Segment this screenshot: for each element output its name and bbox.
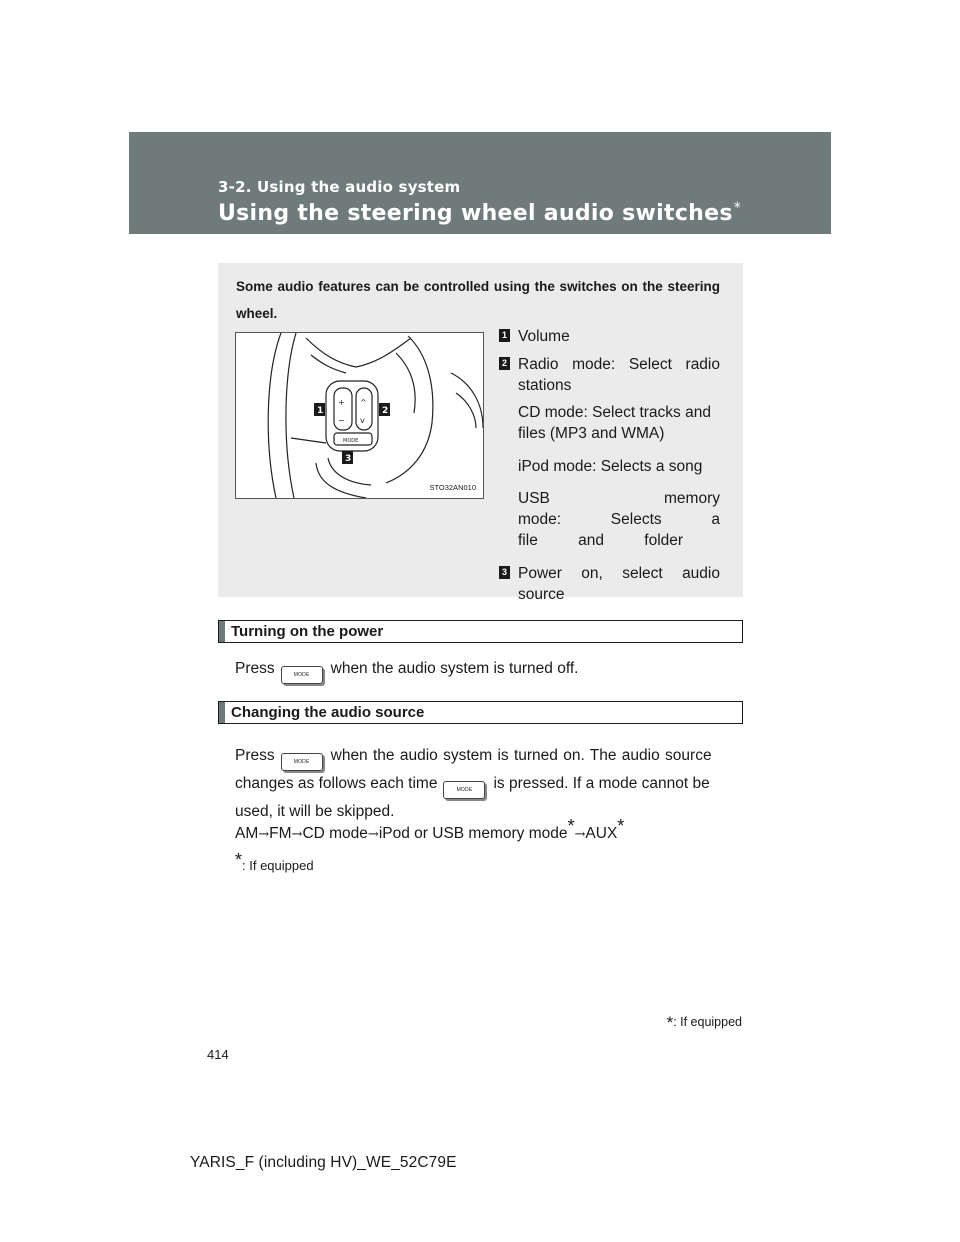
sequence-item: FM [269, 825, 292, 842]
intro-box [218, 263, 743, 603]
paragraph-line [235, 771, 740, 799]
subheading-bar [219, 621, 225, 642]
legend-text: Volume [518, 328, 570, 345]
page-footnote [667, 1013, 742, 1033]
text: when the audio system is turned on. The audio source [330, 747, 712, 764]
text: Press [235, 747, 275, 764]
subheading-source [218, 701, 743, 724]
page-header [129, 132, 831, 234]
illustration-mode-label: MODE [343, 438, 359, 444]
number-badge: 3 [499, 566, 510, 579]
legend [499, 326, 720, 605]
svg-text:1: 1 [317, 406, 324, 416]
number-badge: 2 [499, 357, 510, 370]
power-paragraph [235, 660, 740, 684]
steering-wheel-drawing [236, 333, 483, 498]
arrow-icon: → [258, 827, 270, 842]
document-id: YARIS_F (including HV)_WE_52C79E [190, 1154, 457, 1171]
illustration-code: STO32AN010 [429, 483, 476, 492]
title-asterisk: * [733, 200, 742, 216]
legend-item-1 [499, 326, 720, 347]
svg-text:3: 3 [345, 454, 352, 464]
asterisk-icon: * [567, 816, 575, 836]
legend-text: CD mode: Select tracks and files (MP3 and WMA) [518, 404, 711, 442]
legend-item-2 [499, 354, 720, 551]
text: changes as follows each time [235, 775, 438, 792]
subheading-text: Changing the audio source [231, 704, 425, 721]
svg-text:^: ^ [360, 398, 367, 407]
sequence-item: AUX [585, 825, 618, 842]
svg-text:2: 2 [382, 406, 389, 416]
sequence-item: iPod or USB memory mode [378, 825, 568, 842]
page-title [218, 200, 741, 226]
subheading-text: Turning on the power [231, 623, 384, 640]
text: is pressed. If a mode cannot be [493, 775, 710, 792]
page-number: 414 [207, 1047, 229, 1062]
source-sequence [235, 816, 740, 843]
subheading-bar [219, 702, 225, 723]
asterisk-icon: * [235, 850, 243, 870]
legend-text: Radio mode: Select radio stations [518, 356, 720, 394]
footnote-text: : If equipped [673, 1015, 742, 1029]
intro-text: Some audio features can be controlled using the switches on the steering wheel. [236, 279, 720, 321]
svg-text:v: v [360, 416, 365, 425]
page-title-text: Using the steering wheel audio switches [218, 201, 733, 226]
legend-item-3 [499, 563, 720, 605]
arrow-icon: → [291, 827, 303, 842]
footnote-text: : If equipped [242, 858, 314, 873]
mode-button-icon: MODE [281, 666, 323, 684]
sequence-item: AM [235, 825, 259, 842]
mode-button-icon: MODE [443, 781, 485, 799]
paragraph-line: used, it will be skipped. [235, 803, 395, 820]
asterisk-icon: * [617, 816, 625, 836]
section-footnote [235, 850, 740, 873]
paragraph-line [235, 743, 740, 771]
legend-text: iPod mode: Selects a song [518, 458, 703, 475]
subheading-power [218, 620, 743, 643]
sequence-item: CD mode [302, 825, 368, 842]
legend-text: Power on, select audio source [518, 565, 720, 603]
arrow-icon: → [574, 827, 586, 842]
steering-wheel-illustration [235, 332, 484, 499]
text: Press [235, 660, 275, 677]
svg-text:+: + [338, 398, 345, 407]
number-badge: 1 [499, 329, 510, 342]
arrow-icon: → [367, 827, 379, 842]
asterisk-icon: * [666, 1013, 674, 1032]
section-label: 3-2. Using the audio system [218, 178, 461, 196]
svg-text:−: − [338, 416, 345, 425]
source-paragraph [235, 743, 740, 825]
mode-button-icon: MODE [281, 753, 323, 771]
text: when the audio system is turned off. [330, 660, 579, 677]
legend-text: USB memory mode: Selects a file and folder [518, 490, 720, 549]
